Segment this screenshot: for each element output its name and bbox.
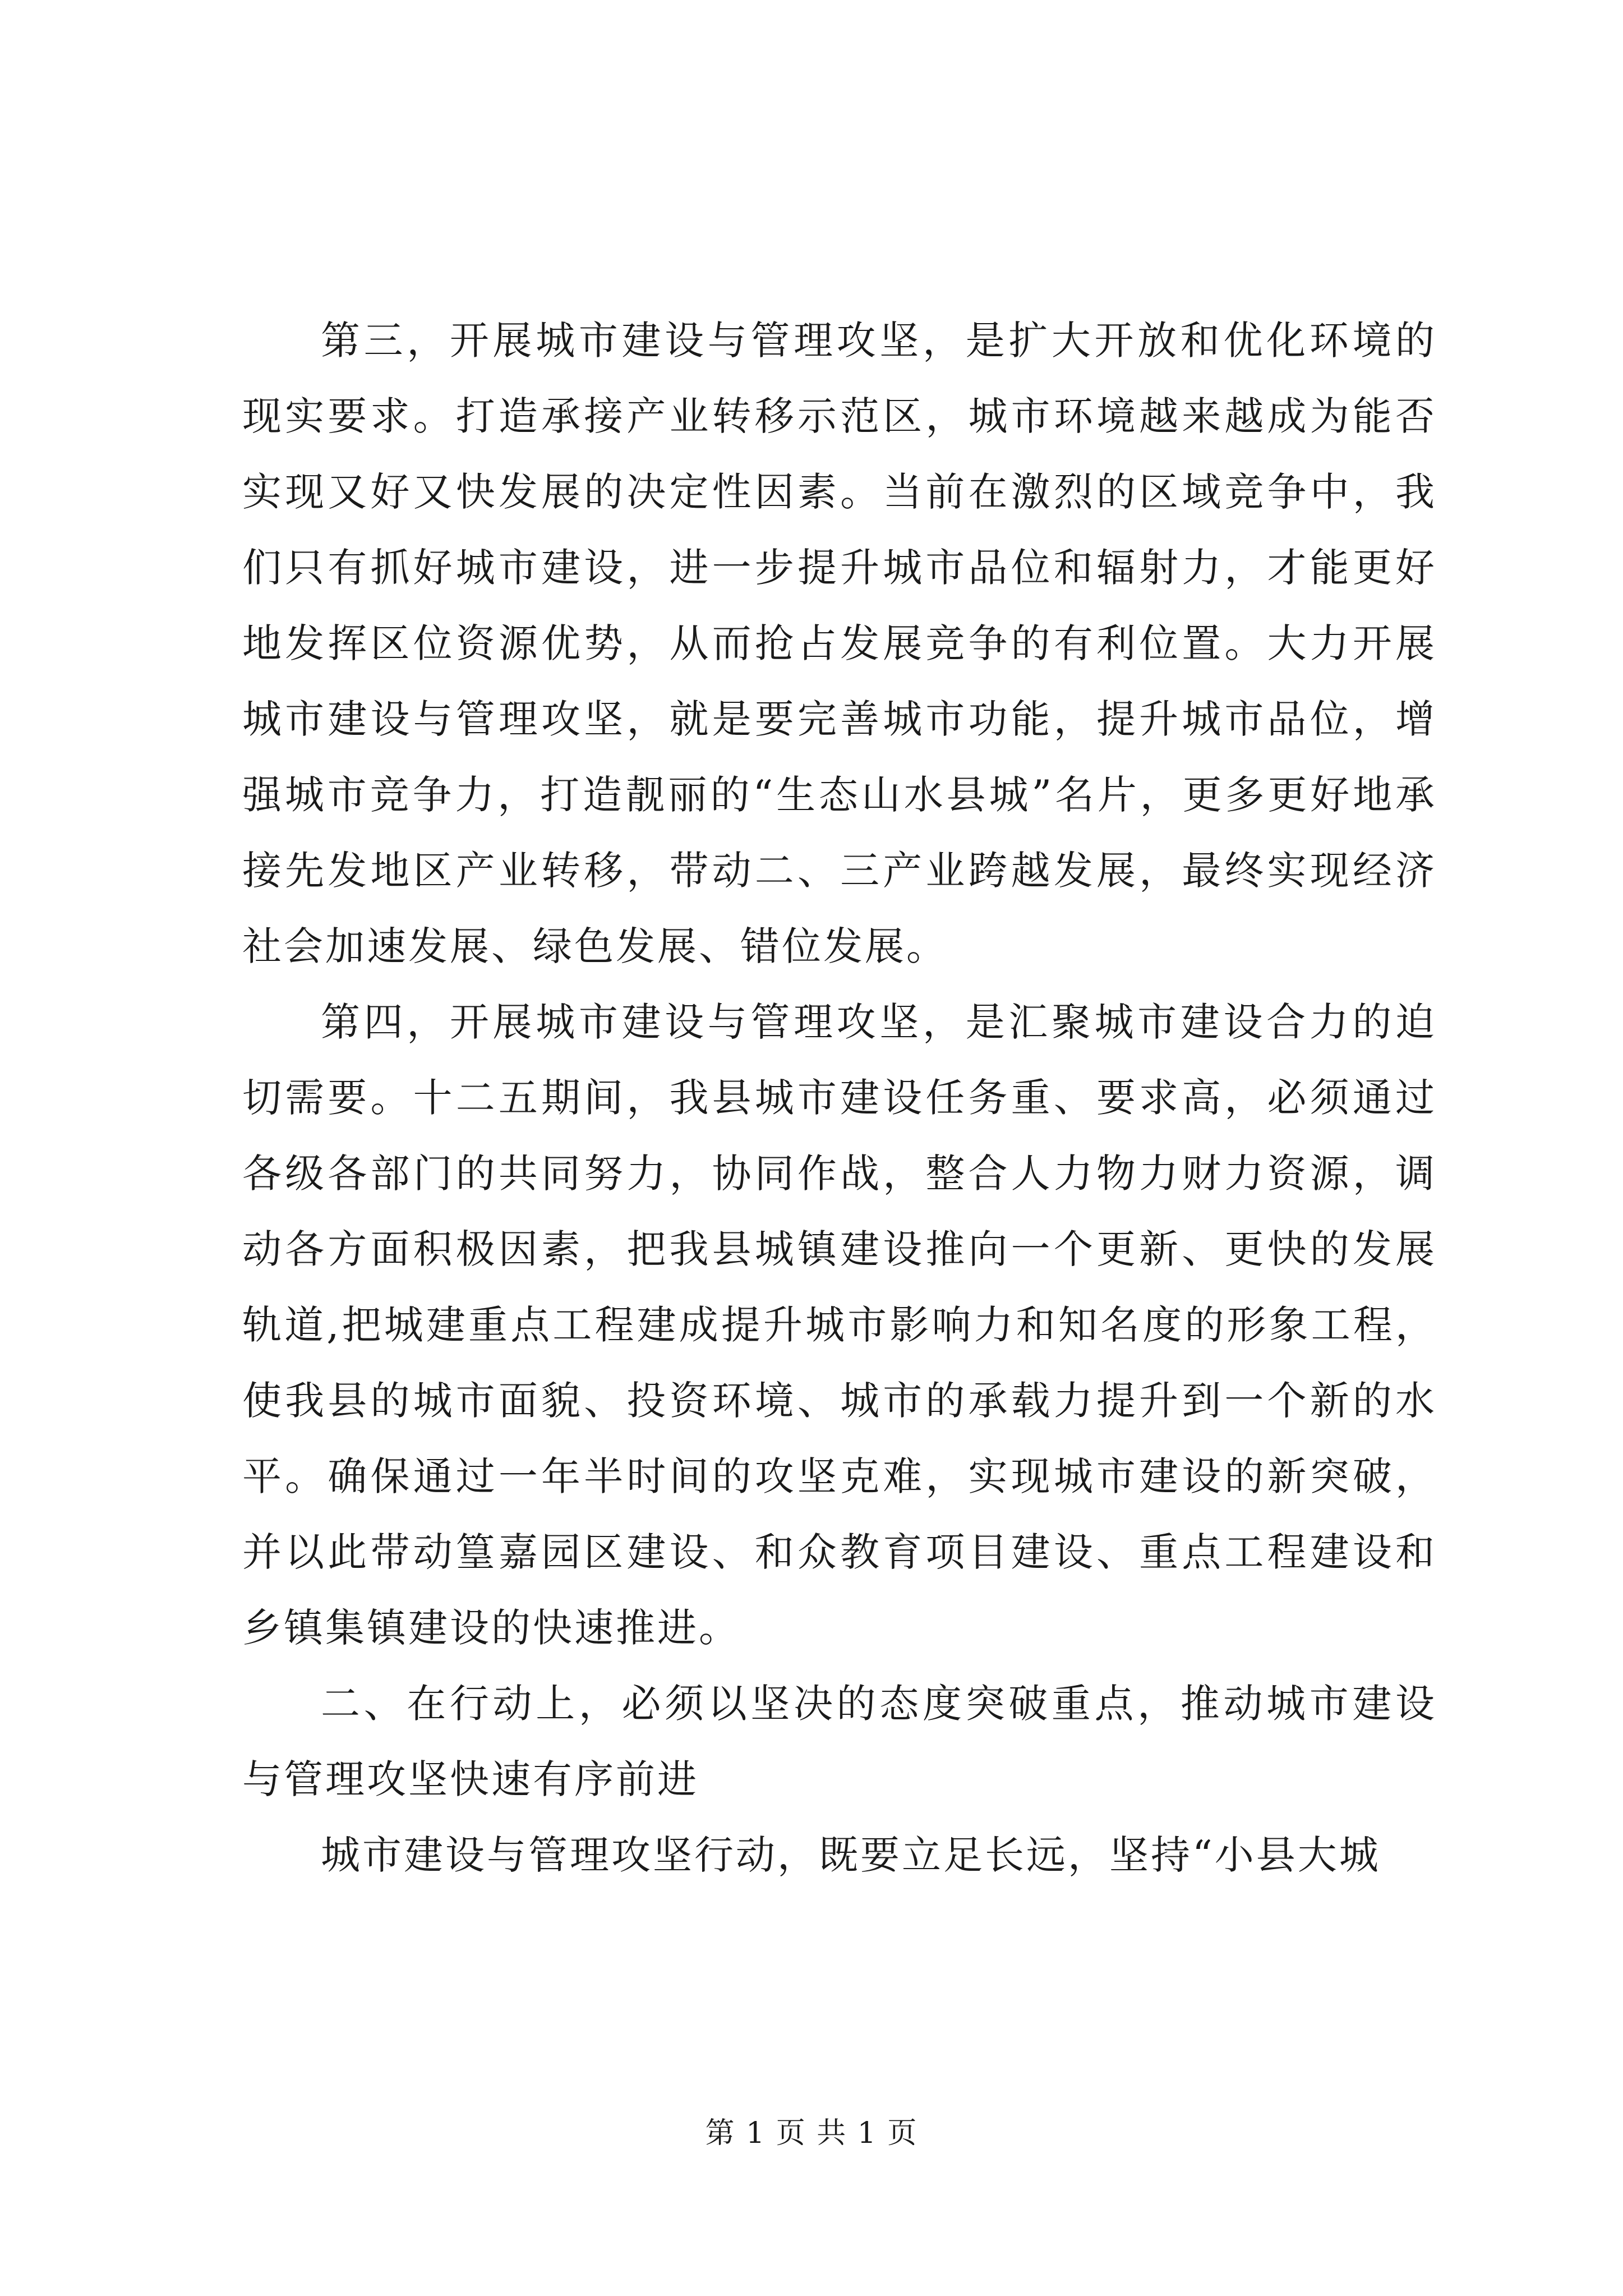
paragraph-point-three: 第三，开展城市建设与管理攻坚，是扩大开放和优化环境的现实要求。打造承接产业转移示范区，城市环境越来越成为能否实现又好又快发展的决定性因素。当前在激烈的区域竞争中，我们只有抓好城市建设，进一步提升城市品位和辐射力，才能更好地发挥区位资源优势，从而抢占发展竞争的有利位置。大力开展城市建设与管理攻坚，就是要完善城市功能，提升城市品位，增强城市竞争力，打造靓丽的“生态山水县城”名片，更多更好地承接先发地区产业转移，带动二、三产业跨越发展，最终实现经济社会加速发展、绿色发展、错位发展。 [242, 318, 1437, 969]
document-body [242, 303, 1437, 1893]
paragraph-point-four: 第四，开展城市建设与管理攻坚，是汇聚城市建设合力的迫切需要。十二五期间，我县城市建设任务重、要求高，必须通过各级各部门的共同努力，协同作战，整合人力物力财力资源，调动各方面积极因素，把我县城镇建设推向一个更新、更快的发展轨道,把城建重点工程建成提升城市影响力和知名度的形象工程，使我县的城市面貌、投资环境、城市的承载力提升到一个新的水平。确保通过一年半时间的攻坚克难，实现城市建设的新突破，并以此带动篁嘉园区建设、和众教育项目建设、重点工程建设和乡镇集镇建设的快速推进。 [242, 999, 1437, 1651]
section-heading-two: 二、在行动上，必须以坚决的态度突破重点，推动城市建设与管理攻坚快速有序前进 [242, 1681, 1437, 1802]
paragraph-section-two-intro: 城市建设与管理攻坚行动，既要立足长远，坚持“小县大城 [321, 1832, 1381, 1878]
page-footer: 第 1 页 共 1 页 [705, 2116, 918, 2150]
